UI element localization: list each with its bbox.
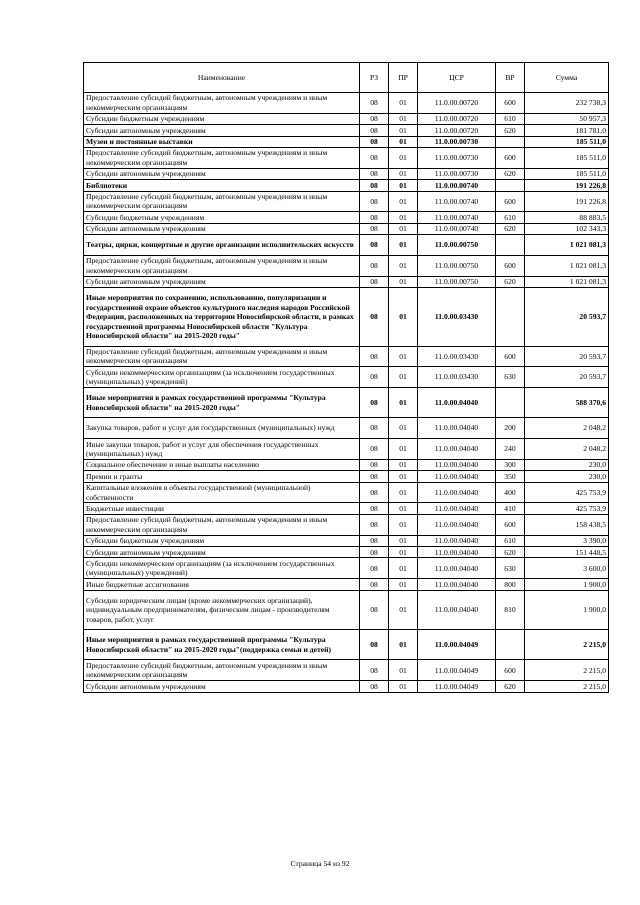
row-csr: 11.0.00.04049 <box>418 681 496 692</box>
row-csr: 11.0.00.00740 <box>418 180 496 191</box>
row-pr: 01 <box>389 535 418 546</box>
row-vr: 200 <box>496 418 525 439</box>
row-rz: 08 <box>360 579 389 590</box>
row-sum: 191 226,8 <box>525 180 609 191</box>
table-row <box>84 168 609 179</box>
row-rz: 08 <box>360 681 389 692</box>
row-rz: 08 <box>360 503 389 514</box>
row-sum: 185 511,0 <box>525 168 609 179</box>
row-name: Предоставление субсидий бюджетным, автономным учреждениям и иным некоммерческим организациям <box>84 346 360 367</box>
row-rz: 08 <box>360 590 389 630</box>
row-csr: 11.0.00.04040 <box>418 514 496 535</box>
row-pr: 01 <box>389 503 418 514</box>
row-name: Предоставление субсидий бюджетным, автономным учреждениям и иным некоммерческим организациям <box>84 255 360 276</box>
row-csr: 11.0.00.00740 <box>418 191 496 212</box>
row-name: Предоставление субсидий бюджетным, автономным учреждениям и иным некоммерческим организациям <box>84 514 360 535</box>
row-vr: 600 <box>496 346 525 367</box>
row-sum: 1 900,0 <box>525 579 609 590</box>
row-pr: 01 <box>389 367 418 388</box>
row-csr: 11.0.00.00730 <box>418 147 496 168</box>
row-sum: 50 957,3 <box>525 113 609 124</box>
row-name: Капитальные вложения в объекты государственной (муниципальной) собственности <box>84 482 360 503</box>
row-csr: 11.0.00.00750 <box>418 255 496 276</box>
row-name: Субсидии некоммерческим организациям (за исключением государственных (муниципальных) учреждений) <box>84 367 360 388</box>
row-name: Предоставление субсидий бюджетным, автономным учреждениям и иным некоммерческим организациям <box>84 147 360 168</box>
row-pr: 01 <box>389 418 418 439</box>
row-vr: 600 <box>496 93 525 114</box>
row-csr: 11.0.00.00740 <box>418 212 496 223</box>
table-header <box>84 63 609 93</box>
row-vr: 600 <box>496 191 525 212</box>
row-vr: 630 <box>496 367 525 388</box>
row-csr: 11.0.00.00750 <box>418 235 496 256</box>
row-sum: 232 738,3 <box>525 93 609 114</box>
row-name: Субсидии некоммерческим организациям (за исключением государственных (муниципальных) учреждений) <box>84 558 360 579</box>
header-pr: ПР <box>389 63 418 93</box>
row-sum: 1 021 081,3 <box>525 276 609 287</box>
row-vr: 810 <box>496 590 525 630</box>
row-rz: 08 <box>360 125 389 136</box>
row-pr: 01 <box>389 590 418 630</box>
row-vr: 800 <box>496 579 525 590</box>
header-csr: ЦСР <box>418 63 496 93</box>
row-name: Бюджетные инвестиции <box>84 503 360 514</box>
row-name: Предоставление субсидий бюджетным, автономным учреждениям и иным некоммерческим организациям <box>84 191 360 212</box>
row-rz: 08 <box>360 547 389 558</box>
row-sum: 1 900,0 <box>525 590 609 630</box>
row-pr: 01 <box>389 681 418 692</box>
row-vr: 600 <box>496 514 525 535</box>
table-row <box>84 367 609 388</box>
table-row <box>84 590 609 630</box>
table-row <box>84 235 609 256</box>
row-rz: 08 <box>360 93 389 114</box>
row-vr: 620 <box>496 681 525 692</box>
row-csr: 11.0.00.04049 <box>418 630 496 660</box>
row-name: Предоставление субсидий бюджетным, автономным учреждениям и иным некоммерческим организациям <box>84 93 360 114</box>
row-name: Субсидии бюджетным учреждениям <box>84 212 360 223</box>
table-row <box>84 660 609 681</box>
row-vr: 350 <box>496 471 525 482</box>
row-name: Субсидии автономным учреждениям <box>84 168 360 179</box>
row-sum: 2 215,0 <box>525 660 609 681</box>
table-row <box>84 288 609 346</box>
row-csr: 11.0.00.03430 <box>418 346 496 367</box>
row-vr: 240 <box>496 439 525 460</box>
row-sum: 20 593,7 <box>525 367 609 388</box>
table-row <box>84 346 609 367</box>
row-sum: 2 048,2 <box>525 418 609 439</box>
table-row <box>84 136 609 147</box>
row-rz: 08 <box>360 113 389 124</box>
row-sum: 20 593,7 <box>525 346 609 367</box>
row-sum: 88 883,5 <box>525 212 609 223</box>
row-rz: 08 <box>360 223 389 234</box>
table-row <box>84 191 609 212</box>
row-csr: 11.0.00.04040 <box>418 482 496 503</box>
header-sum: Сумма <box>525 63 609 93</box>
row-rz: 08 <box>360 235 389 256</box>
row-pr: 01 <box>389 93 418 114</box>
row-name: Субсидии автономным учреждениям <box>84 681 360 692</box>
row-csr: 11.0.00.03430 <box>418 367 496 388</box>
row-pr: 01 <box>389 235 418 256</box>
row-vr: 400 <box>496 482 525 503</box>
row-sum: 425 753,9 <box>525 503 609 514</box>
row-name: Субсидии бюджетным учреждениям <box>84 113 360 124</box>
row-rz: 08 <box>360 459 389 470</box>
table-row <box>84 147 609 168</box>
row-csr: 11.0.00.04040 <box>418 535 496 546</box>
row-pr: 01 <box>389 346 418 367</box>
row-vr: 610 <box>496 212 525 223</box>
table-row <box>84 681 609 692</box>
row-vr: 620 <box>496 168 525 179</box>
row-sum: 151 448,5 <box>525 547 609 558</box>
row-vr <box>496 288 525 346</box>
table-row <box>84 418 609 439</box>
row-vr: 300 <box>496 459 525 470</box>
row-csr: 11.0.00.04049 <box>418 660 496 681</box>
row-csr: 11.0.00.04040 <box>418 558 496 579</box>
table-row <box>84 558 609 579</box>
row-rz: 08 <box>360 180 389 191</box>
table-row <box>84 535 609 546</box>
row-sum: 185 511,0 <box>525 136 609 147</box>
row-vr <box>496 180 525 191</box>
table-row <box>84 113 609 124</box>
row-pr: 01 <box>389 471 418 482</box>
row-csr: 11.0.00.04040 <box>418 579 496 590</box>
table-row <box>84 212 609 223</box>
row-csr: 11.0.00.00750 <box>418 276 496 287</box>
row-rz: 08 <box>360 418 389 439</box>
row-name: Иные закупки товаров, работ и услуг для обеспечения государственных (муниципальных) нужд <box>84 439 360 460</box>
row-sum: 181 781,0 <box>525 125 609 136</box>
row-rz: 08 <box>360 288 389 346</box>
row-vr: 620 <box>496 547 525 558</box>
row-name: Библиотеки <box>84 180 360 191</box>
row-rz: 08 <box>360 168 389 179</box>
table-row <box>84 547 609 558</box>
row-sum: 3 390,0 <box>525 535 609 546</box>
row-vr: 610 <box>496 113 525 124</box>
row-pr: 01 <box>389 482 418 503</box>
row-sum: 425 753,9 <box>525 482 609 503</box>
row-name: Иные мероприятия по сохранению, использованию, популяризации и государственной охране объектов культурного наследия народов Российской Федерации, расположенных на территории Новосибирской области, в рамках государственной программы Новосибирской области "Культура Новосибирской области" на 2015-2020 годы" <box>84 288 360 346</box>
table-row <box>84 503 609 514</box>
row-name: Закупка товаров, работ и услуг для государственных (муниципальных) нужд <box>84 418 360 439</box>
row-vr: 620 <box>496 276 525 287</box>
row-sum: 588 370,6 <box>525 388 609 418</box>
table-row <box>84 223 609 234</box>
row-csr: 11.0.00.00740 <box>418 223 496 234</box>
row-rz: 08 <box>360 276 389 287</box>
row-csr: 11.0.00.04040 <box>418 590 496 630</box>
row-name: Музеи и постоянные выставки <box>84 136 360 147</box>
row-csr: 11.0.00.04040 <box>418 418 496 439</box>
row-vr <box>496 235 525 256</box>
row-sum: 158 438,5 <box>525 514 609 535</box>
row-vr <box>496 388 525 418</box>
row-vr: 600 <box>496 660 525 681</box>
row-sum: 2 048,2 <box>525 439 609 460</box>
row-rz: 08 <box>360 136 389 147</box>
row-vr: 620 <box>496 125 525 136</box>
row-rz: 08 <box>360 439 389 460</box>
table-row <box>84 439 609 460</box>
row-name: Субсидии автономным учреждениям <box>84 547 360 558</box>
row-pr: 01 <box>389 660 418 681</box>
row-sum: 20 593,7 <box>525 288 609 346</box>
row-name: Театры, цирки, концертные и другие организации исполнительских искусств <box>84 235 360 256</box>
row-rz: 08 <box>360 471 389 482</box>
row-name: Субсидии автономным учреждениям <box>84 125 360 136</box>
row-pr: 01 <box>389 191 418 212</box>
budget-table <box>83 62 609 693</box>
row-pr: 01 <box>389 459 418 470</box>
row-rz: 08 <box>360 191 389 212</box>
row-csr: 11.0.00.04040 <box>418 388 496 418</box>
row-sum: 1 021 081,3 <box>525 235 609 256</box>
row-pr: 01 <box>389 579 418 590</box>
header-rz: РЗ <box>360 63 389 93</box>
table-row <box>84 255 609 276</box>
table-row <box>84 630 609 660</box>
row-vr: 620 <box>496 223 525 234</box>
row-name: Субсидии юридическим лицам (кроме некоммерческих организаций), индивидуальным предпринимателям, физическим лицам - производителям товаров, работ, услуг <box>84 590 360 630</box>
row-name: Субсидии автономным учреждениям <box>84 276 360 287</box>
row-pr: 01 <box>389 558 418 579</box>
row-name: Премии и гранты <box>84 471 360 482</box>
table-body <box>84 93 609 693</box>
row-csr: 11.0.00.03430 <box>418 288 496 346</box>
row-rz: 08 <box>360 367 389 388</box>
row-vr <box>496 136 525 147</box>
row-sum: 2 215,0 <box>525 681 609 692</box>
table-row <box>84 125 609 136</box>
row-rz: 08 <box>360 346 389 367</box>
table-row <box>84 471 609 482</box>
row-rz: 08 <box>360 147 389 168</box>
table-row <box>84 276 609 287</box>
row-csr: 11.0.00.04040 <box>418 459 496 470</box>
row-rz: 08 <box>360 514 389 535</box>
row-vr: 610 <box>496 535 525 546</box>
row-csr: 11.0.00.04040 <box>418 471 496 482</box>
row-pr: 01 <box>389 125 418 136</box>
row-vr: 600 <box>496 255 525 276</box>
row-pr: 01 <box>389 212 418 223</box>
row-sum: 191 226,8 <box>525 191 609 212</box>
row-csr: 11.0.00.00720 <box>418 125 496 136</box>
table-row <box>84 579 609 590</box>
row-pr: 01 <box>389 439 418 460</box>
row-name: Иные мероприятия в рамках государственной программы "Культура Новосибирской области" на 2015-2020 годы" <box>84 388 360 418</box>
row-rz: 08 <box>360 482 389 503</box>
row-sum: 102 343,3 <box>525 223 609 234</box>
header-name: Наименование <box>84 63 360 93</box>
page-number: Страница 54 из 92 <box>290 859 350 868</box>
row-vr: 600 <box>496 147 525 168</box>
row-pr: 01 <box>389 223 418 234</box>
row-pr: 01 <box>389 388 418 418</box>
row-csr: 11.0.00.00720 <box>418 113 496 124</box>
row-csr: 11.0.00.04040 <box>418 439 496 460</box>
row-pr: 01 <box>389 255 418 276</box>
row-csr: 11.0.00.00720 <box>418 93 496 114</box>
row-sum: 185 511,0 <box>525 147 609 168</box>
table-row <box>84 93 609 114</box>
row-rz: 08 <box>360 535 389 546</box>
row-pr: 01 <box>389 514 418 535</box>
row-name: Социальное обеспечение и иные выплаты населению <box>84 459 360 470</box>
row-rz: 08 <box>360 558 389 579</box>
row-rz: 08 <box>360 212 389 223</box>
row-sum: 3 600,0 <box>525 558 609 579</box>
row-rz: 08 <box>360 660 389 681</box>
table-row <box>84 482 609 503</box>
row-name: Предоставление субсидий бюджетным, автономным учреждениям и иным некоммерческим организациям <box>84 660 360 681</box>
row-rz: 08 <box>360 388 389 418</box>
row-name: Субсидии автономным учреждениям <box>84 223 360 234</box>
row-pr: 01 <box>389 547 418 558</box>
row-sum: 2 215,0 <box>525 630 609 660</box>
row-name: Субсидии бюджетным учреждениям <box>84 535 360 546</box>
row-pr: 01 <box>389 288 418 346</box>
row-name: Иные бюджетные ассигнования <box>84 579 360 590</box>
row-pr: 01 <box>389 630 418 660</box>
row-vr: 630 <box>496 558 525 579</box>
table-row <box>84 180 609 191</box>
header-vr: ВР <box>496 63 525 93</box>
row-pr: 01 <box>389 147 418 168</box>
table-row <box>84 514 609 535</box>
row-csr: 11.0.00.00730 <box>418 136 496 147</box>
row-sum: 230,0 <box>525 471 609 482</box>
header-row <box>84 63 609 93</box>
row-csr: 11.0.00.04040 <box>418 503 496 514</box>
row-vr <box>496 630 525 660</box>
row-vr: 410 <box>496 503 525 514</box>
row-name: Иные мероприятия в рамках государственной программы "Культура Новосибирской области" на 2015-2020 годы"(поддержка семьи и детей) <box>84 630 360 660</box>
row-pr: 01 <box>389 168 418 179</box>
row-pr: 01 <box>389 113 418 124</box>
table-row <box>84 459 609 470</box>
row-csr: 11.0.00.00730 <box>418 168 496 179</box>
row-sum: 1 021 081,3 <box>525 255 609 276</box>
table-row <box>84 388 609 418</box>
row-pr: 01 <box>389 180 418 191</box>
row-pr: 01 <box>389 136 418 147</box>
row-csr: 11.0.00.04040 <box>418 547 496 558</box>
row-sum: 230,0 <box>525 459 609 470</box>
row-pr: 01 <box>389 276 418 287</box>
row-rz: 08 <box>360 630 389 660</box>
row-rz: 08 <box>360 255 389 276</box>
